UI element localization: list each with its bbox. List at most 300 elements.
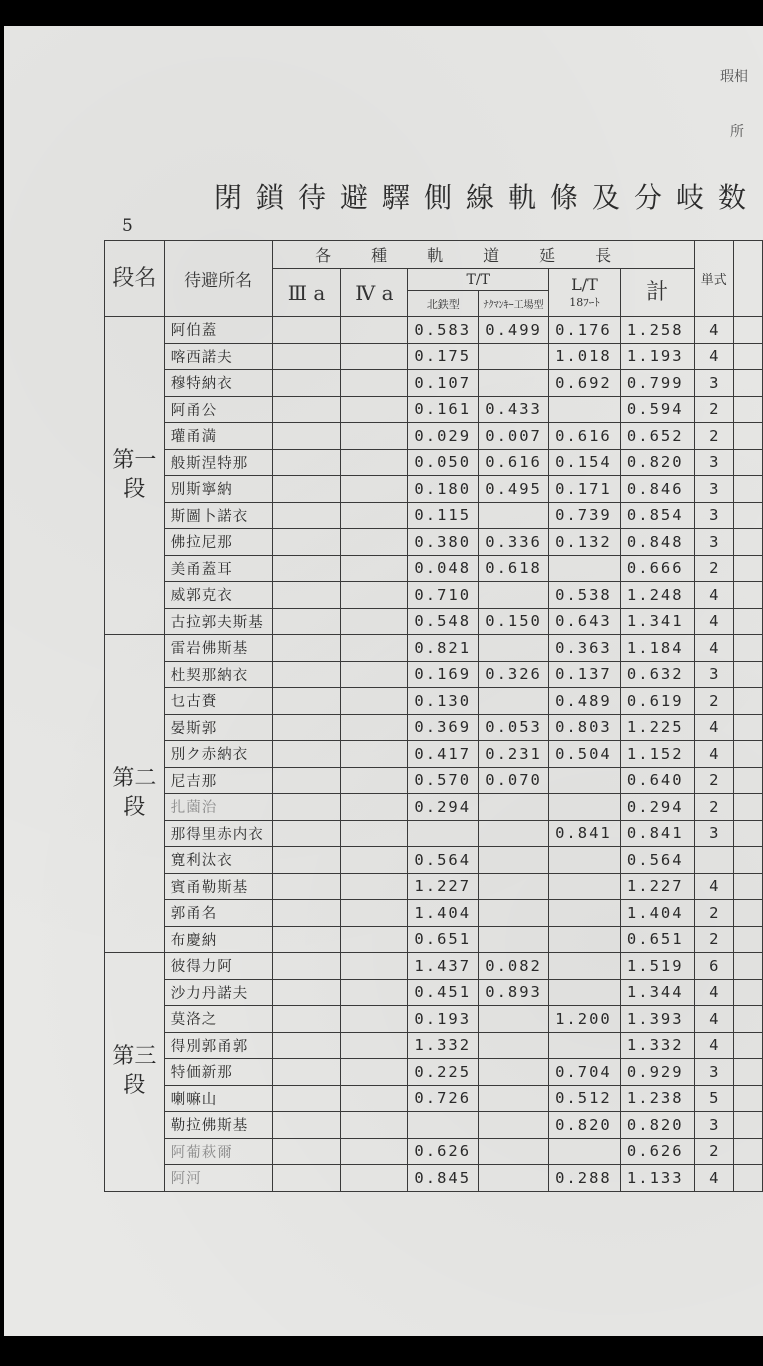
col-4a-cell [341, 688, 408, 715]
cut-cell [733, 1006, 762, 1033]
table-row [105, 396, 763, 423]
header-lt-label: L/T [571, 275, 598, 294]
station-cell: 勒拉佛斯基 [164, 1112, 272, 1139]
station-cell: 美甬蓋耳 [164, 555, 272, 582]
type-count-cell: 6 [694, 953, 733, 980]
cut-cell [733, 1138, 762, 1165]
table-row [105, 847, 763, 874]
lt-cell [549, 794, 621, 821]
tt-factory-cell [479, 688, 549, 715]
tt-factory-cell [479, 1085, 549, 1112]
tt-pei-cell: 1.437 [408, 953, 479, 980]
lt-cell: 0.171 [549, 476, 621, 503]
type-count-cell: 2 [694, 1138, 733, 1165]
col-4a-cell [341, 820, 408, 847]
lt-cell: 0.512 [549, 1085, 621, 1112]
type-count-cell: 2 [694, 396, 733, 423]
table-body [105, 317, 763, 1192]
station-cell: 乜古賚 [164, 688, 272, 715]
type-count-cell: 5 [694, 1085, 733, 1112]
tt-pei-cell: 0.180 [408, 476, 479, 503]
lt-cell [549, 1138, 621, 1165]
col-3a-cell [272, 794, 341, 821]
total-cell: 1.152 [620, 741, 694, 768]
table-row [105, 1032, 763, 1059]
tt-pei-cell: 0.564 [408, 847, 479, 874]
margin-mark: 所 [730, 124, 744, 140]
cut-cell [733, 423, 762, 450]
col-4a-cell [341, 423, 408, 450]
tt-factory-cell: 0.326 [479, 661, 549, 688]
table-row [105, 1138, 763, 1165]
total-cell: 1.258 [620, 317, 694, 344]
col-4a-cell [341, 1006, 408, 1033]
station-cell: 沙力丹諾夫 [164, 979, 272, 1006]
total-cell: 0.294 [620, 794, 694, 821]
table-row [105, 582, 763, 609]
station-cell: 瓘甬満 [164, 423, 272, 450]
col-3a-cell [272, 529, 341, 556]
col-3a-cell [272, 741, 341, 768]
table-row [105, 926, 763, 953]
tt-factory-cell [479, 820, 549, 847]
track-table [104, 240, 763, 1192]
cut-cell [733, 555, 762, 582]
lt-cell [549, 900, 621, 927]
tt-factory-cell [479, 1165, 549, 1192]
tt-pei-cell: 0.225 [408, 1059, 479, 1086]
tt-factory-cell [479, 502, 549, 529]
cut-cell [733, 317, 762, 344]
table-row [105, 608, 763, 635]
total-cell: 1.227 [620, 873, 694, 900]
tt-pei-cell: 0.583 [408, 317, 479, 344]
lt-cell: 0.137 [549, 661, 621, 688]
cut-cell [733, 926, 762, 953]
header-type: 単式 [694, 241, 733, 317]
table-row [105, 476, 763, 503]
col-3a-cell [272, 1138, 341, 1165]
col-3a-cell [272, 370, 341, 397]
col-4a-cell [341, 502, 408, 529]
tt-pei-cell: 0.726 [408, 1085, 479, 1112]
station-cell: 雷岩佛斯基 [164, 635, 272, 662]
col-4a-cell [341, 582, 408, 609]
lt-cell [549, 873, 621, 900]
header-tt-sub2: ﾅｸﾏﾝｷｰ工場型 [479, 291, 549, 317]
station-cell: 古拉郭夫斯基 [164, 608, 272, 635]
type-count-cell: 2 [694, 794, 733, 821]
total-cell: 0.854 [620, 502, 694, 529]
col-3a-cell [272, 1165, 341, 1192]
tt-factory-cell [479, 873, 549, 900]
lt-cell [549, 1032, 621, 1059]
cut-cell [733, 502, 762, 529]
table-row [105, 741, 763, 768]
total-cell: 0.594 [620, 396, 694, 423]
total-cell: 1.133 [620, 1165, 694, 1192]
cut-cell [733, 820, 762, 847]
tt-pei-cell: 0.417 [408, 741, 479, 768]
table-row [105, 900, 763, 927]
col-3a-cell [272, 1085, 341, 1112]
col-4a-cell [341, 343, 408, 370]
lt-cell: 1.200 [549, 1006, 621, 1033]
type-count-cell: 4 [694, 1165, 733, 1192]
table-row [105, 794, 763, 821]
total-cell: 1.344 [620, 979, 694, 1006]
table-row [105, 1059, 763, 1086]
table-row [105, 343, 763, 370]
cut-cell [733, 979, 762, 1006]
table-row [105, 953, 763, 980]
header-tt: T/T [408, 269, 549, 291]
type-count-cell: 3 [694, 476, 733, 503]
tt-factory-cell: 0.231 [479, 741, 549, 768]
cut-cell [733, 396, 762, 423]
margin-mark: 瑕相 [720, 69, 748, 85]
col-3a-cell [272, 555, 341, 582]
station-cell: 特価新那 [164, 1059, 272, 1086]
cut-cell [733, 714, 762, 741]
col-4a-cell [341, 635, 408, 662]
header-lt [549, 269, 621, 317]
lt-cell: 0.538 [549, 582, 621, 609]
type-count-cell: 3 [694, 820, 733, 847]
tt-factory-cell [479, 1112, 549, 1139]
col-4a-cell [341, 1165, 408, 1192]
col-3a-cell [272, 900, 341, 927]
cut-cell [733, 635, 762, 662]
tt-pei-cell: 0.193 [408, 1006, 479, 1033]
cut-cell [733, 529, 762, 556]
total-cell: 1.393 [620, 1006, 694, 1033]
lt-cell: 0.363 [549, 635, 621, 662]
tt-factory-cell: 0.499 [479, 317, 549, 344]
station-cell: 杜契那納衣 [164, 661, 272, 688]
cut-cell [733, 449, 762, 476]
col-3a-cell [272, 767, 341, 794]
document-page [4, 26, 763, 1336]
type-count-cell: 3 [694, 370, 733, 397]
col-4a-cell [341, 714, 408, 741]
total-cell: 1.404 [620, 900, 694, 927]
header-cut [733, 241, 762, 317]
tt-factory-cell: 0.618 [479, 555, 549, 582]
type-count-cell: 2 [694, 767, 733, 794]
station-cell: 喀西諾夫 [164, 343, 272, 370]
col-3a-cell [272, 1112, 341, 1139]
station-cell: 尼吉那 [164, 767, 272, 794]
header-tt-sub1: 北鉄型 [408, 291, 479, 317]
table-row [105, 873, 763, 900]
cut-cell [733, 661, 762, 688]
tt-pei-cell [408, 1112, 479, 1139]
tt-pei-cell: 0.161 [408, 396, 479, 423]
col-4a-cell [341, 449, 408, 476]
col-3a-cell [272, 1006, 341, 1033]
table-row [105, 1165, 763, 1192]
station-cell: 穆特納衣 [164, 370, 272, 397]
lt-cell [549, 979, 621, 1006]
station-cell: 阿甬公 [164, 396, 272, 423]
tt-pei-cell: 0.380 [408, 529, 479, 556]
tt-pei-cell: 0.821 [408, 635, 479, 662]
lt-cell: 0.704 [549, 1059, 621, 1086]
col-4a-cell [341, 767, 408, 794]
cut-cell [733, 767, 762, 794]
total-cell: 1.341 [620, 608, 694, 635]
lt-cell: 0.820 [549, 1112, 621, 1139]
total-cell: 1.193 [620, 343, 694, 370]
tt-pei-cell: 0.029 [408, 423, 479, 450]
table-row [105, 1085, 763, 1112]
col-4a-cell [341, 555, 408, 582]
lt-cell [549, 926, 621, 953]
cut-cell [733, 741, 762, 768]
type-count-cell: 4 [694, 714, 733, 741]
col-4a-cell [341, 1112, 408, 1139]
col-4a-cell [341, 1059, 408, 1086]
cut-cell [733, 476, 762, 503]
tt-factory-cell: 0.070 [479, 767, 549, 794]
lt-cell: 0.132 [549, 529, 621, 556]
station-cell: 寛利汰衣 [164, 847, 272, 874]
total-cell: 0.841 [620, 820, 694, 847]
cut-cell [733, 582, 762, 609]
cut-cell [733, 900, 762, 927]
tt-factory-cell: 0.495 [479, 476, 549, 503]
station-cell: 晏斯郭 [164, 714, 272, 741]
lt-cell: 1.018 [549, 343, 621, 370]
tt-pei-cell: 0.570 [408, 767, 479, 794]
type-count-cell: 4 [694, 317, 733, 344]
total-cell: 1.332 [620, 1032, 694, 1059]
station-cell: 莫洛之 [164, 1006, 272, 1033]
station-cell: 威郭克衣 [164, 582, 272, 609]
col-4a-cell [341, 1138, 408, 1165]
tt-pei-cell: 1.404 [408, 900, 479, 927]
col-3a-cell [272, 449, 341, 476]
cut-cell [733, 1112, 762, 1139]
col-4a-cell [341, 661, 408, 688]
lt-cell: 0.643 [549, 608, 621, 635]
table-row [105, 449, 763, 476]
total-cell: 1.225 [620, 714, 694, 741]
table-row [105, 1006, 763, 1033]
tt-factory-cell: 0.082 [479, 953, 549, 980]
header-track-group: 各種軌道延長 [272, 241, 694, 269]
tt-pei-cell: 0.107 [408, 370, 479, 397]
col-3a-cell [272, 343, 341, 370]
tt-pei-cell: 0.050 [408, 449, 479, 476]
type-count-cell: 3 [694, 661, 733, 688]
col-3a-cell [272, 926, 341, 953]
station-cell: 扎薗治 [164, 794, 272, 821]
total-cell: 0.846 [620, 476, 694, 503]
type-count-cell: 3 [694, 1059, 733, 1086]
lt-cell: 0.288 [549, 1165, 621, 1192]
total-cell: 1.248 [620, 582, 694, 609]
total-cell: 0.564 [620, 847, 694, 874]
tt-pei-cell: 0.710 [408, 582, 479, 609]
tt-factory-cell: 0.433 [479, 396, 549, 423]
total-cell: 0.632 [620, 661, 694, 688]
col-4a-cell [341, 608, 408, 635]
lt-cell: 0.739 [549, 502, 621, 529]
lt-cell: 0.504 [549, 741, 621, 768]
cut-cell [733, 370, 762, 397]
col-4a-cell [341, 926, 408, 953]
tt-pei-cell: 0.548 [408, 608, 479, 635]
type-count-cell: 2 [694, 423, 733, 450]
table-row [105, 1112, 763, 1139]
total-cell: 0.820 [620, 1112, 694, 1139]
page-title: 閉鎖待避驛側線軌條及分岐数 [214, 181, 761, 214]
col-3a-cell [272, 1032, 341, 1059]
cut-cell [733, 688, 762, 715]
cut-cell [733, 343, 762, 370]
type-count-cell: 4 [694, 741, 733, 768]
tt-pei-cell: 0.115 [408, 502, 479, 529]
table-row [105, 529, 763, 556]
total-cell: 0.626 [620, 1138, 694, 1165]
tt-pei-cell: 0.369 [408, 714, 479, 741]
tt-pei-cell: 0.175 [408, 343, 479, 370]
tt-factory-cell [479, 847, 549, 874]
col-3a-cell [272, 688, 341, 715]
tt-factory-cell: 0.336 [479, 529, 549, 556]
lt-cell: 0.154 [549, 449, 621, 476]
col-3a-cell [272, 476, 341, 503]
table-row [105, 555, 763, 582]
table-row [105, 317, 763, 344]
lt-cell [549, 767, 621, 794]
header-col-4a: Ⅳ a [341, 269, 408, 317]
station-cell: 郭甬名 [164, 900, 272, 927]
station-cell: 佛拉尼那 [164, 529, 272, 556]
total-cell: 0.652 [620, 423, 694, 450]
col-3a-cell [272, 317, 341, 344]
tt-factory-cell [479, 1059, 549, 1086]
col-3a-cell [272, 396, 341, 423]
col-3a-cell [272, 847, 341, 874]
table-row [105, 767, 763, 794]
col-4a-cell [341, 1085, 408, 1112]
col-4a-cell [341, 1032, 408, 1059]
table-row [105, 688, 763, 715]
type-count-cell: 4 [694, 979, 733, 1006]
table-row [105, 661, 763, 688]
col-3a-cell [272, 820, 341, 847]
cut-cell [733, 1085, 762, 1112]
header-section: 段名 [105, 241, 165, 317]
type-count-cell: 4 [694, 343, 733, 370]
col-4a-cell [341, 741, 408, 768]
station-cell: 彼得力阿 [164, 953, 272, 980]
tt-pei-cell: 1.227 [408, 873, 479, 900]
col-3a-cell [272, 635, 341, 662]
station-cell: 賓甬勒斯基 [164, 873, 272, 900]
cut-cell [733, 1032, 762, 1059]
col-4a-cell [341, 370, 408, 397]
col-4a-cell [341, 317, 408, 344]
tt-factory-cell: 0.616 [479, 449, 549, 476]
header-total: 計 [620, 269, 694, 317]
lt-cell [549, 953, 621, 980]
tt-factory-cell [479, 1006, 549, 1033]
tt-factory-cell [479, 900, 549, 927]
col-4a-cell [341, 873, 408, 900]
tt-factory-cell: 0.007 [479, 423, 549, 450]
tt-pei-cell: 0.451 [408, 979, 479, 1006]
tt-factory-cell: 0.893 [479, 979, 549, 1006]
section-name: 第二段 [105, 635, 165, 953]
col-3a-cell [272, 953, 341, 980]
col-3a-cell [272, 661, 341, 688]
station-cell: 阿河 [164, 1165, 272, 1192]
cut-cell [733, 953, 762, 980]
lt-cell [549, 555, 621, 582]
station-cell: 得別郭甬郭 [164, 1032, 272, 1059]
total-cell: 0.848 [620, 529, 694, 556]
total-cell: 0.929 [620, 1059, 694, 1086]
station-cell: 別ク赤納衣 [164, 741, 272, 768]
lt-cell: 0.176 [549, 317, 621, 344]
type-count-cell: 2 [694, 926, 733, 953]
lt-cell [549, 847, 621, 874]
station-cell: 布慶納 [164, 926, 272, 953]
lt-cell: 0.489 [549, 688, 621, 715]
table-row [105, 370, 763, 397]
tt-pei-cell: 0.845 [408, 1165, 479, 1192]
lt-cell: 0.692 [549, 370, 621, 397]
col-4a-cell [341, 476, 408, 503]
total-cell: 0.651 [620, 926, 694, 953]
station-cell: 阿葡萩爾 [164, 1138, 272, 1165]
total-cell: 0.799 [620, 370, 694, 397]
total-cell: 0.820 [620, 449, 694, 476]
tt-factory-cell [479, 794, 549, 821]
table-row [105, 635, 763, 662]
type-count-cell: 4 [694, 1032, 733, 1059]
tt-pei-cell [408, 820, 479, 847]
cut-cell [733, 847, 762, 874]
col-3a-cell [272, 502, 341, 529]
tt-pei-cell: 1.332 [408, 1032, 479, 1059]
tt-pei-cell: 0.294 [408, 794, 479, 821]
tt-factory-cell: 0.053 [479, 714, 549, 741]
total-cell: 0.640 [620, 767, 694, 794]
tt-pei-cell: 0.169 [408, 661, 479, 688]
type-count-cell: 4 [694, 635, 733, 662]
total-cell: 1.184 [620, 635, 694, 662]
tt-factory-cell: 0.150 [479, 608, 549, 635]
header-lt-sub: 18ﾌｰﾄ [569, 296, 600, 309]
col-3a-cell [272, 423, 341, 450]
station-cell: 喇嘛山 [164, 1085, 272, 1112]
cut-cell [733, 1165, 762, 1192]
cut-cell [733, 608, 762, 635]
type-count-cell: 4 [694, 1006, 733, 1033]
type-count-cell: 2 [694, 555, 733, 582]
tt-factory-cell [479, 635, 549, 662]
tt-factory-cell [479, 1138, 549, 1165]
station-cell: 般斯涅特那 [164, 449, 272, 476]
cut-cell [733, 1059, 762, 1086]
tt-factory-cell [479, 370, 549, 397]
type-count-cell: 3 [694, 502, 733, 529]
